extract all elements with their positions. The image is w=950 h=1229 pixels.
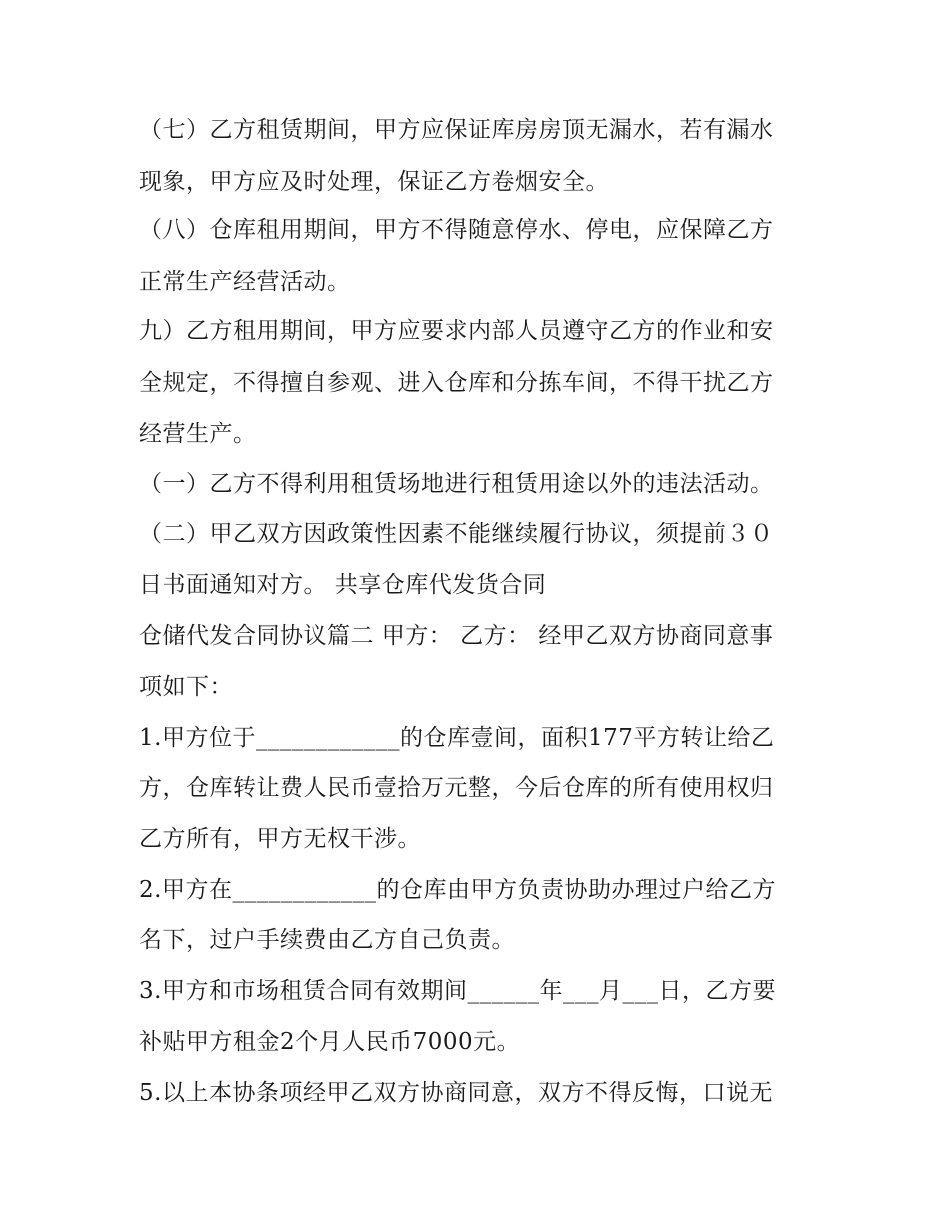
paragraph-line: 项如下： [139, 674, 233, 700]
paragraph-line: 名下，过户手续费由乙方自己负责。 [139, 927, 515, 953]
paragraph-line: （七）乙方租赁期间，甲方应保证库房房顶无漏水，若有漏水 [139, 117, 774, 143]
paragraph-line: 经营生产。 [139, 421, 257, 447]
paragraph-line: 1.甲方位于____________的仓库壹间，面积177平方转让给乙 [139, 725, 775, 751]
paragraph-line: 日书面通知对方。 共享仓库代发货合同 [139, 572, 547, 598]
paragraph-line: 仓储代发合同协议篇二 甲方： 乙方： 经甲乙双方协商同意事 [139, 623, 774, 649]
paragraph-line: 3.甲方和市场租赁合同有效期间______年___月___日，乙方要 [139, 978, 776, 1004]
paragraph-line: （一）乙方不得利用租赁场地进行租赁用途以外的违法活动。 [139, 471, 774, 497]
paragraph-line: 现象，甲方应及时处理，保证乙方卷烟安全。 [139, 169, 609, 195]
paragraph-line: 九）乙方租用期间，甲方应要求内部人员遵守乙方的作业和安 [139, 318, 774, 344]
paragraph-line: 补贴甲方租金2个月人民币7000元。 [139, 1029, 521, 1055]
paragraph-line: 2.甲方在____________的仓库由甲方负责协助办理过户给乙方 [139, 877, 776, 903]
paragraph-line: 方，仓库转让费人民币壹拾万元整，今后仓库的所有使用权归 [139, 775, 774, 801]
paragraph-line: （二）甲乙双方因政策性因素不能继续履行协议，须提前３０ [139, 521, 774, 547]
paragraph-line: 正常生产经营活动。 [139, 269, 351, 295]
paragraph-line: 全规定，不得擅自参观、进入仓库和分拣车间，不得干扰乙方 [139, 370, 774, 396]
paragraph-line: 乙方所有，甲方无权干涉。 [139, 826, 421, 852]
paragraph-line: （八）仓库租用期间，甲方不得随意停水、停电，应保障乙方 [139, 217, 774, 243]
paragraph-line: 5.以上本协条项经甲乙双方协商同意，双方不得反悔，口说无 [139, 1080, 773, 1106]
